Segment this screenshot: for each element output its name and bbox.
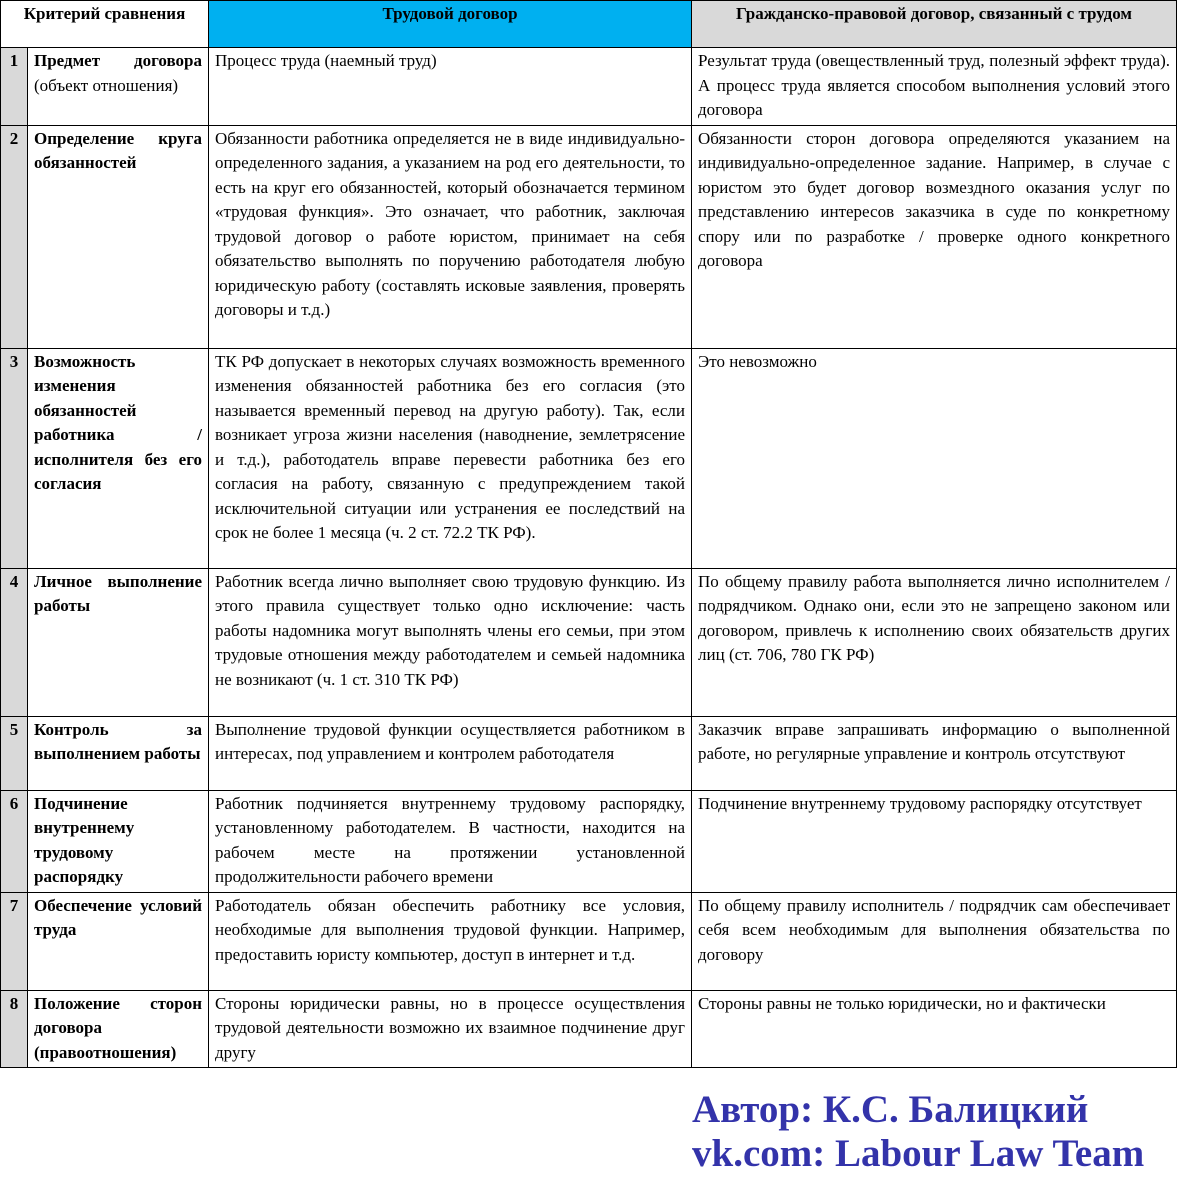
labor-contract-cell: Стороны юридически равны, но в процессе осуществления трудовой деятельности возможно их взаимное подчинение друг другу bbox=[209, 990, 692, 1068]
criterion-label: Положение сторон договора (правоотношения) bbox=[34, 993, 203, 1062]
author-credit bbox=[692, 1088, 1144, 1176]
civil-contract-cell: Стороны равны не только юридически, но и фактически bbox=[692, 990, 1177, 1068]
header-labor-contract: Трудовой договор bbox=[209, 1, 692, 48]
table-row bbox=[1, 48, 1177, 126]
criterion-cell bbox=[28, 348, 209, 568]
table-row bbox=[1, 348, 1177, 568]
criterion-label: Определение круга обязанностей bbox=[34, 128, 203, 172]
criterion-note: (объект отношения) bbox=[34, 75, 179, 95]
criterion-cell bbox=[28, 990, 209, 1068]
criterion-label: Обеспечение условий труда bbox=[34, 895, 203, 939]
labor-contract-cell: Процесс труда (наемный труд) bbox=[209, 48, 692, 126]
row-number: 3 bbox=[1, 348, 28, 568]
criterion-cell bbox=[28, 568, 209, 716]
criterion-cell bbox=[28, 716, 209, 790]
civil-contract-cell: Результат труда (овеществленный труд, полезный эффект труда). А процесс труда является способом выполнения условий этого договора bbox=[692, 48, 1177, 126]
labor-contract-cell: ТК РФ допускает в некоторых случаях возможность временного изменения обязанностей работника без его согласия (это называется временный перевод на другую работу). Так, если возникает угроза жизни населения (наводнение, землетрясение и т.д.), работодатель вправе перевести работника без его согласия на работу, связанную с предупреждением такой исключительной ситуации или устранения ее последствий на срок не более 1 месяца (ч. 2 ст. 72.2 ТК РФ). bbox=[209, 348, 692, 568]
civil-contract-cell: По общему правилу работа выполняется лично исполнителем / подрядчиком. Однако они, если это не запрещено законом или договором, привлечь к исполнению своих обязательств других лиц (ст. 706, 780 ГК РФ) bbox=[692, 568, 1177, 716]
row-number: 1 bbox=[1, 48, 28, 126]
labor-contract-cell: Работник подчиняется внутреннему трудовому распорядку, установленному работодателем. В частности, находится на рабочем месте на протяжении установленной продолжительности рабочего времени bbox=[209, 790, 692, 892]
criterion-label: Контроль за выполнением работы bbox=[34, 719, 203, 763]
table-row bbox=[1, 125, 1177, 348]
labor-contract-cell: Выполнение трудовой функции осуществляется работником в интересах, под управлением и контролем работодателя bbox=[209, 716, 692, 790]
criterion-cell bbox=[28, 48, 209, 126]
table-row bbox=[1, 716, 1177, 790]
civil-contract-cell: По общему правилу исполнитель / подрядчик сам обеспечивает себя всем необходимым для выполнения обязательства по договору bbox=[692, 892, 1177, 990]
criterion-label: Личное выполнение работы bbox=[34, 571, 203, 615]
labor-contract-cell: Работодатель обязан обеспечить работнику все условия, необходимые для выполнения трудовой функции. Например, предоставить юристу компьютер, доступ в интернет и т.д. bbox=[209, 892, 692, 990]
civil-contract-cell: Подчинение внутреннему трудовому распорядку отсутствует bbox=[692, 790, 1177, 892]
row-number: 2 bbox=[1, 125, 28, 348]
table-row bbox=[1, 568, 1177, 716]
civil-contract-cell: Обязанности сторон договора определяются указанием на индивидуально-определенное задание. Например, в случае с юристом это будет договор возмездного оказания услуг по представлению интересов заказчика в суде по конкретному спору или по разработке / проверке одного конкретного договора bbox=[692, 125, 1177, 348]
civil-contract-cell: Заказчик вправе запрашивать информацию о выполненной работе, но регулярные управление и контроль отсутствуют bbox=[692, 716, 1177, 790]
labor-contract-cell: Работник всегда лично выполняет свою трудовую функцию. Из этого правила существует только одно исключение: часть работы надомника могут выполнять члены его семьи, при этом трудовые отношения между работодателем и семьей надомника не возникают (ч. 1 ст. 310 ТК РФ) bbox=[209, 568, 692, 716]
criterion-label: Подчинение внутреннему трудовому распорядку bbox=[34, 793, 135, 886]
criterion-cell bbox=[28, 790, 209, 892]
row-number: 4 bbox=[1, 568, 28, 716]
criterion-cell bbox=[28, 125, 209, 348]
row-number: 7 bbox=[1, 892, 28, 990]
header-criterion: Критерий сравнения bbox=[1, 1, 209, 48]
row-number: 6 bbox=[1, 790, 28, 892]
row-number: 8 bbox=[1, 990, 28, 1068]
table-row bbox=[1, 892, 1177, 990]
table-row bbox=[1, 790, 1177, 892]
civil-contract-cell: Это невозможно bbox=[692, 348, 1177, 568]
criterion-label: Предмет договора bbox=[34, 51, 203, 70]
criterion-label: Возможность изменения обязанностей работника / исполнителя без его согласия bbox=[34, 351, 203, 493]
table-row bbox=[1, 990, 1177, 1068]
table-header-row bbox=[1, 1, 1177, 48]
labor-contract-cell: Обязанности работника определяется не в виде индивидуально-определенного задания, а указанием на род его деятельности, то есть на круг его обязанностей, который обозначается термином «трудовая функция». Это означает, что работник, заключая трудовой договор о работе юристом, принимает на себя обязательство выполнять по поручению работодателя любую юридическую работу (составлять исковые заявления, проверять договоры и т.д.) bbox=[209, 125, 692, 348]
source-line: vk.com: Labour Law Team bbox=[692, 1132, 1145, 1175]
header-civil-contract: Гражданско-правовой договор, связанный с трудом bbox=[692, 1, 1177, 48]
criterion-cell bbox=[28, 892, 209, 990]
author-line: Автор: К.С. Балицкий bbox=[692, 1088, 1089, 1131]
row-number: 5 bbox=[1, 716, 28, 790]
